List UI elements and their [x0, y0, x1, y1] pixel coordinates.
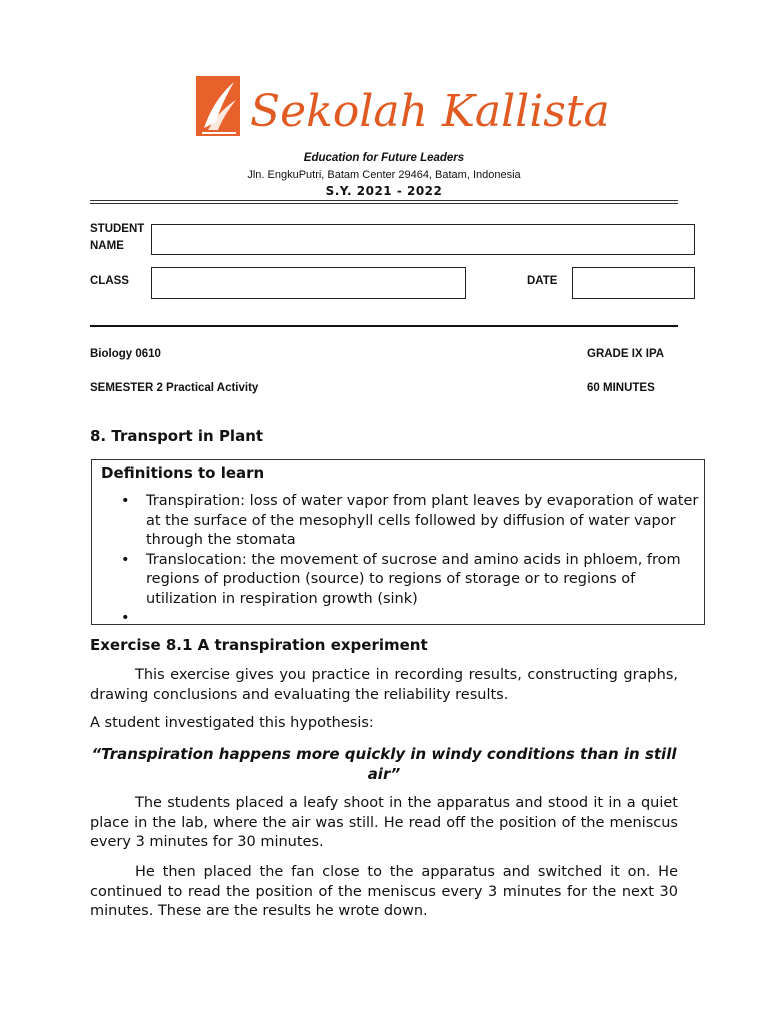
exercise-title: Exercise 8.1 A transpiration experiment	[90, 636, 428, 654]
definitions-box	[91, 459, 705, 625]
definitions-title: Definitions to learn	[101, 464, 265, 482]
grade-label: GRADE IX IPA	[587, 348, 665, 360]
exercise-intro: This exercise gives you practice in recording results, constructing graphs, drawing conclusions and evaluating the reliability results.	[90, 667, 678, 703]
date-label: DATE	[527, 275, 558, 287]
definition-item-empty	[146, 609, 706, 628]
school-address: Jln. EngkuPutri, Batam Center 29464, Batam, Indonesia	[247, 169, 521, 181]
date-field[interactable]	[572, 267, 695, 299]
procedure-paragraph-2: He then placed the fan close to the apparatus and switched it on. He continued to read the position of the meniscus every 3 minutes for the next 30 minutes. These are the results he wrote down.	[90, 864, 678, 919]
form-divider	[90, 325, 678, 327]
student-name-label	[90, 221, 144, 255]
activity-label: SEMESTER 2 Practical Activity	[90, 382, 259, 394]
school-tagline: Education for Future Leaders	[303, 152, 465, 164]
header-divider-top	[90, 200, 678, 201]
school-name-text: Sekolah Kallista	[250, 86, 610, 137]
student-name-label-line1: STUDENT	[90, 223, 145, 235]
hypothesis-intro: A student investigated this hypothesis:	[90, 715, 374, 731]
subject-label: Biology 0610	[90, 348, 161, 360]
student-name-label-line2: NAME	[90, 240, 124, 252]
school-logo	[196, 76, 610, 140]
class-label: CLASS	[90, 275, 129, 287]
duration-label: 60 MINUTES	[587, 382, 655, 394]
school-year: S.Y. 2021 - 2022	[325, 184, 443, 198]
definitions-list	[92, 492, 714, 628]
definition-item-transpiration: • Transpiration: loss of water vapor from plant leaves by evaporation of water at the surface of the mesophyll cells followed by diffusion of water vapor through the stomata	[146, 492, 706, 551]
hypothesis-quote: “Transpiration happens more quickly in windy conditions than in still air”	[91, 745, 677, 783]
logo-graphic	[196, 76, 610, 140]
student-name-field[interactable]	[151, 224, 695, 255]
section-title: 8. Transport in Plant	[90, 427, 264, 445]
definition-item-translocation: • Translocation: the movement of sucrose and amino acids in phloem, from regions of production (source) to regions of storage or to regions of utilization in respiration growth (sink)	[146, 551, 706, 610]
class-field[interactable]	[151, 267, 466, 299]
logo-base-line	[202, 132, 236, 134]
header-divider-bottom	[90, 203, 678, 204]
procedure-paragraph-1: The students placed a leafy shoot in the apparatus and stood it in a quiet place in the lab, where the air was still. He read off the position of the meniscus every 3 minutes for 30 minutes.	[90, 795, 678, 850]
